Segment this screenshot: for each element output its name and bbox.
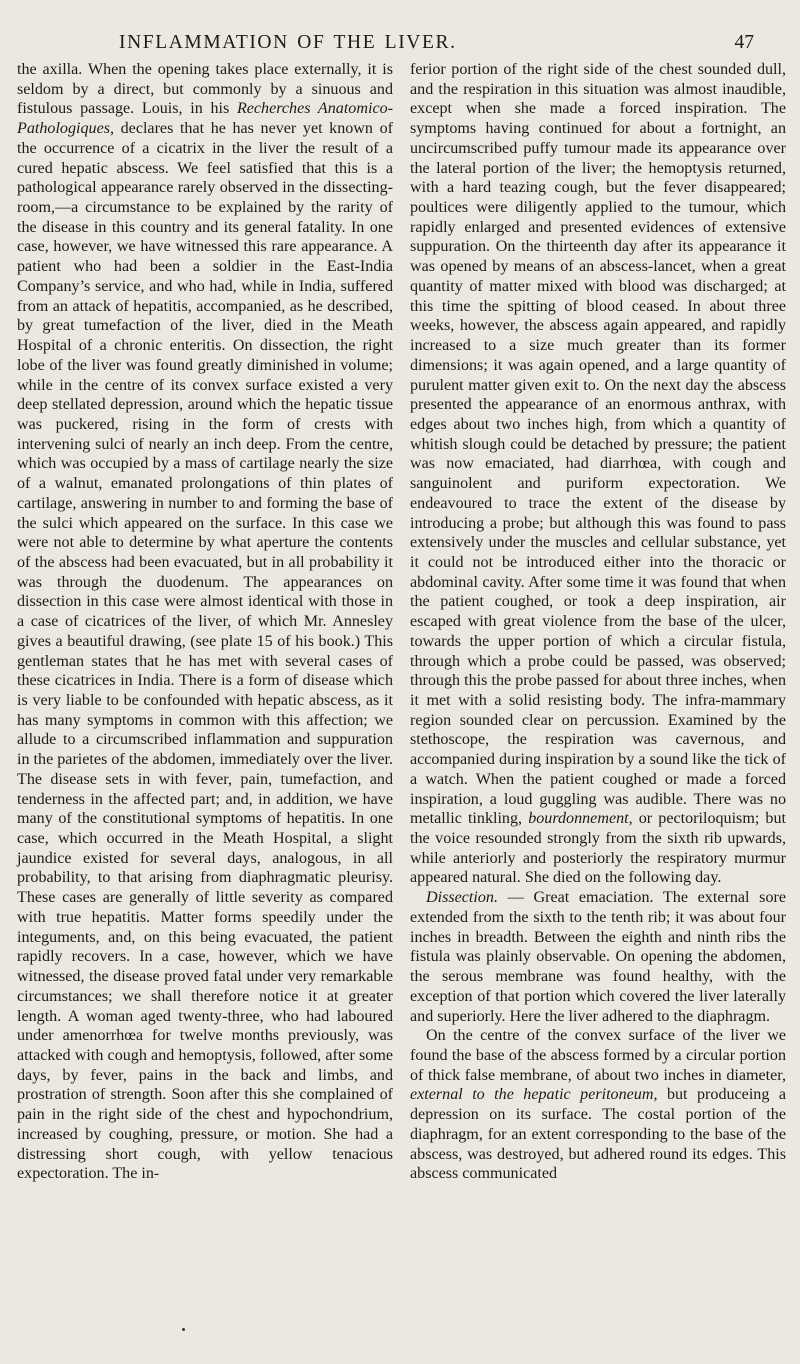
running-head bbox=[17, 32, 786, 58]
right-paragraph-2 bbox=[410, 888, 786, 1026]
right-text-b: or pectoriloquism; but the voice resounded strongly from the sixth rib upwards, while anteriorly and posteriorly the respiratory murmur appeared natural. She died on the following day. bbox=[410, 810, 787, 887]
print-speck bbox=[182, 1328, 185, 1331]
right-column bbox=[410, 60, 786, 1184]
dissection-text: — Great emaciation. The external sore extended from the sixth to the tenth rib; it was about four inches in breadth. Between the eighth and ninth ribs the fistula was plainly observable. On opening the abdomen, the serous membrane was found healthy, with the exception of that portion which covered the liver laterally and superiorly. Here the liver adhered to the diaphragm. bbox=[410, 889, 786, 1025]
right-text-d: but produceing a depression on its surface. The costal portion of the diaphragm, for an extent corresponding to the base of the abscess, was destroyed, but adhered round its edges. This abscess communicated bbox=[410, 1086, 786, 1183]
right-italic-term: bourdonnement, bbox=[528, 810, 633, 828]
right-text-a: ferior portion of the right side of the chest sounded dull, and the respiration in this situation was almost inaudible, except when she made a forced inspiration. The symptoms having continued for about a fortnight, an uncircumscribed puffy tumour made its appearance over the lateral portion of the liver; the hemoptysis returned, with a hard teazing cough, but the fever disappeared; poultices were diligently applied to the tumour, which rapidly enlarged and presented evidences of extensive suppuration. On the thirteenth day after its appearance it was opened by means of an abscess-lancet, when a great quantity of matter mixed with blood was discharged; at this time the spitting of blood ceased. In about three weeks, however, the abscess again appeared, and rapidly increased to a size much greater than its former dimensions; it was again opened, and a large quantity of purulent matter given exit to. On the next day the abscess presented the appearance of an enormous anthrax, with edges about two inches high, from which a quantity of whitish slough could be detached by pressure; the patient was now emaciated, had diarrhœa, with cough and sanguinolent and puriform expectoration. We endeavoured to trace the extent of the disease by introducing a probe; but although this was found to pass extensively under the muscles and cellular substance, yet it could not be introduced either into the thoracic or abdominal cavity. After some time it was found that when the patient coughed, or took a deep inspiration, air escaped with great violence from the base of the ulcer, towards the upper portion of which a circular fistula, through which a probe could be passed, was observed; through this the probe passed for about three inches, when it met with a solid resisting body. The infra-mammary region sounded clear on percussion. Examined by the stethoscope, the respiration was cavernous, and accompanied during inspiration by a sound like the tick of a watch. When the patient coughed or made a forced inspiration, a loud guggling was audible. There was no metallic tinkling, bbox=[410, 61, 786, 828]
page-number: 47 bbox=[734, 32, 754, 53]
right-paragraph-1 bbox=[410, 60, 786, 888]
right-text-c: On the centre of the convex surface of the liver we found the base of the abscess formed by a circular portion of thick false membrane, of about two inches in diameter, bbox=[410, 1027, 786, 1084]
left-column bbox=[17, 60, 393, 1184]
left-paragraph bbox=[17, 60, 393, 1184]
left-text-a: the axilla. When the opening takes place externally, it is seldom by a direct, but commonly by a sinuous and fistulous passage. Louis, in his bbox=[17, 61, 393, 118]
left-italic-title: Recherches Anatomico-Pathologiques, bbox=[17, 100, 393, 138]
running-head-title: INFLAMMATION OF THE LIVER. bbox=[119, 32, 457, 53]
left-text-b: declares that he has never yet known of the occurrence of a cicatrix in the liver the result of a cured hepatic abscess. We feel satisfied that this is a pathological appearance rarely observed in the dissecting-room,—a circumstance to be explained by the rarity of the disease in this country and its general fatality. In one case, however, we have witnessed this rare appearance. A patient who had been a soldier in the East-India Company’s service, and who had, while in India, suffered from an attack of hepatitis, accompanied, as he described, by great tumefaction of the liver, died in the Meath Hospital of a chronic enteritis. On dissection, the right lobe of the liver was found greatly diminished in volume; while in the centre of its convex surface existed a very deep stellated depression, around which the hepatic tissue was puckered, rising in the form of crests with intervening sulci of nearly an inch deep. From the centre, which was occupied by a mass of cartilage nearly the size of a walnut, emanated prolongations of thin plates of cartilage, answering in number to and forming the base of the sulci which appeared on the surface. In this case we were not able to determine by what aperture the contents of the abscess had been evacuated, but in all probability it was through the duodenum. The appearances on dissection in this case were almost identical with those in a case of cicatrices of the liver, of which Mr. Annesley gives a beautiful drawing, (see plate 15 of his book.) This gentleman states that he has met with several cases of these cicatrices in India. There is a form of disease which is very liable to be confounded with hepatic abscess, as it has many symptoms in common with this affection; we allude to a circumscribed inflammation and suppuration in the parietes of the abdomen, immediately over the liver. The disease sets in with fever, pain, tumefaction, and tenderness in the affected part; and, in addition, we have many of the constitutional symptoms of hepatitis. In one case, which occurred in the Meath Hospital, a slight jaundice existed for several days, analogous, in all probability, to that arising from diaphragmatic pleurisy. These cases are generally of little severity as compared with true hepatitis. Matter forms speedily under the integuments, and, on this being evacuated, the patient rapidly recovers. In a case, however, which we have witnessed, the disease proved fatal under very remarkable circumstances; we shall therefore notice it at greater length. A woman aged twenty-three, who had laboured under amenorrhœa for twelve months previously, was attacked with cough and hemoptysis, followed, after some days, by fever, pains in the back and limbs, and prostration of strength. Soon after this she complained of pain in the right side of the chest and hypochondrium, increased by coughing, pressure, or motion. She had a distressing short cough, with yellow tenacious expectoration. The in- bbox=[17, 120, 393, 1183]
right-paragraph-3 bbox=[410, 1026, 786, 1184]
dissection-heading: Dissection. bbox=[426, 889, 498, 907]
text-columns bbox=[17, 60, 786, 1184]
right-italic-phrase: external to the hepatic peritoneum, bbox=[410, 1086, 658, 1104]
